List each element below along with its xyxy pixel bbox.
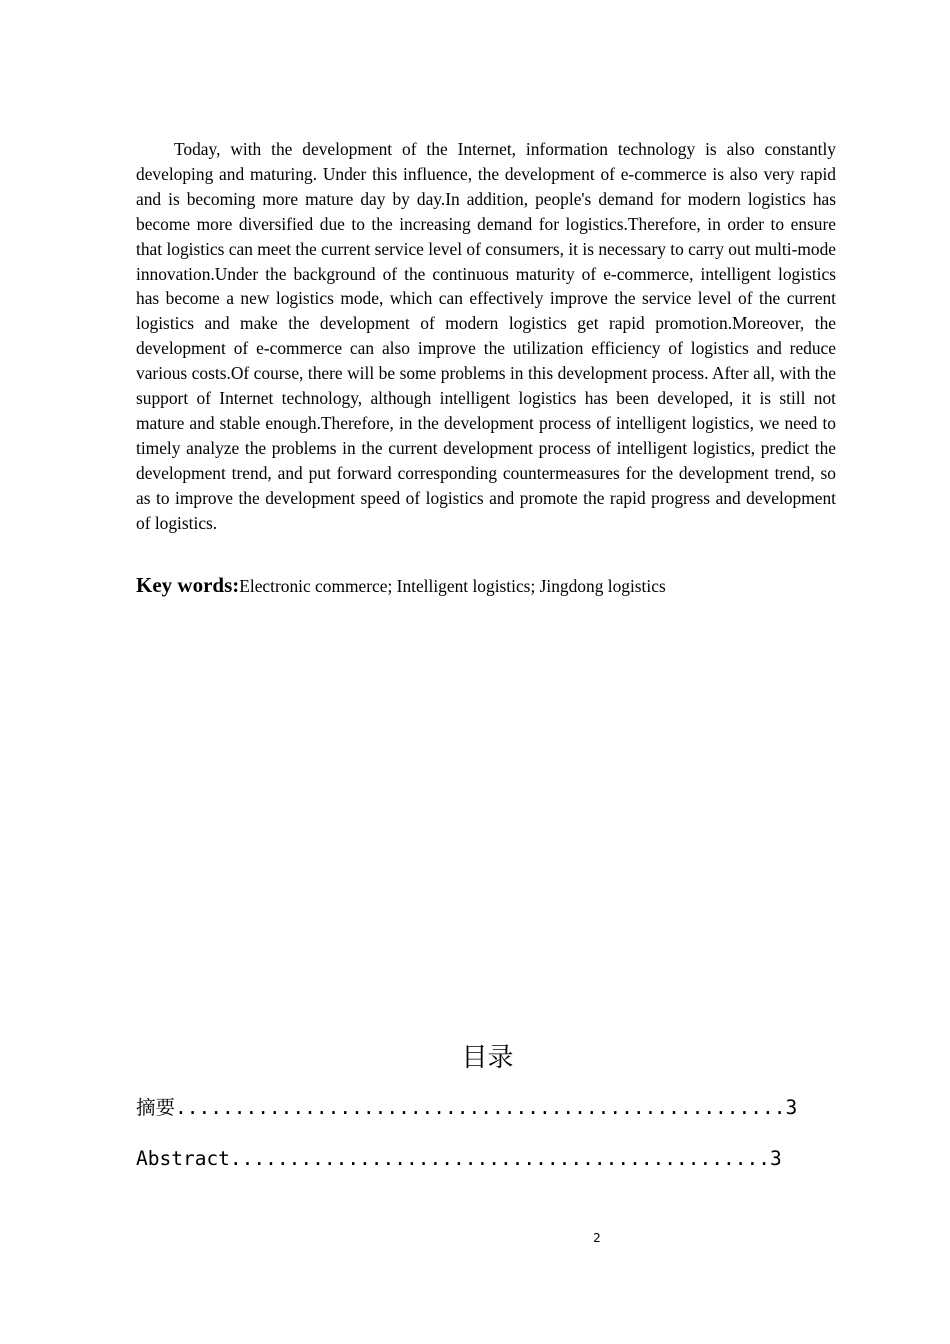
toc-entry-leader: ....................................................: [175, 1096, 786, 1119]
toc-title: 目录: [461, 1043, 514, 1073]
toc-entry-abstract-en[interactable]: [136, 1145, 800, 1173]
toc-entry-leader: ..............................................: [229, 1147, 770, 1170]
toc-entry-page: 3: [769, 1147, 782, 1170]
toc-entry-label: Abstract: [136, 1147, 230, 1170]
toc-entry-label: 摘要: [136, 1096, 176, 1119]
keywords-label: Key words:: [136, 573, 240, 597]
page-number: 2: [593, 1231, 601, 1245]
abstract-paragraph: Today, with the development of the Internet, information technology is also constantly developing and maturing. Under this influence, the development of e-commerce is also very rapid and is becoming more mature day by day.In addition, people's demand for modern logistics has become more diversified due to the increasing demand for logistics.Therefore, in order to ensure that logistics can meet the current service level of consumers, it is necessary to carry out multi-mode innovation.Under the background of the continuous maturity of e-commerce, intelligent logistics has become a new logistics mode, which can effectively improve the service level of the current logistics and make the development of modern logistics get rapid promotion.Moreover, the development of e-commerce can also improve the utilization efficiency of logistics and reduce various costs.Of course, there will be some problems in this development process. After all, with the support of Internet technology, although intelligent logistics has been developed, it is still not mature and stable enough.Therefore, in the development process of intelligent logistics, we need to timely analyze the problems in the current development process of intelligent logistics, predict the development trend, and put forward corresponding countermeasures for the development trend, so as to improve the development speed of logistics and promote the rapid progress and development of logistics.: [136, 139, 836, 533]
keywords-text: Electronic commerce; Intelligent logistics; Jingdong logistics: [239, 576, 666, 596]
keywords-line: [136, 572, 836, 599]
toc-entry-abstract-cn[interactable]: [136, 1094, 800, 1122]
toc-entry-page: 3: [785, 1096, 798, 1119]
